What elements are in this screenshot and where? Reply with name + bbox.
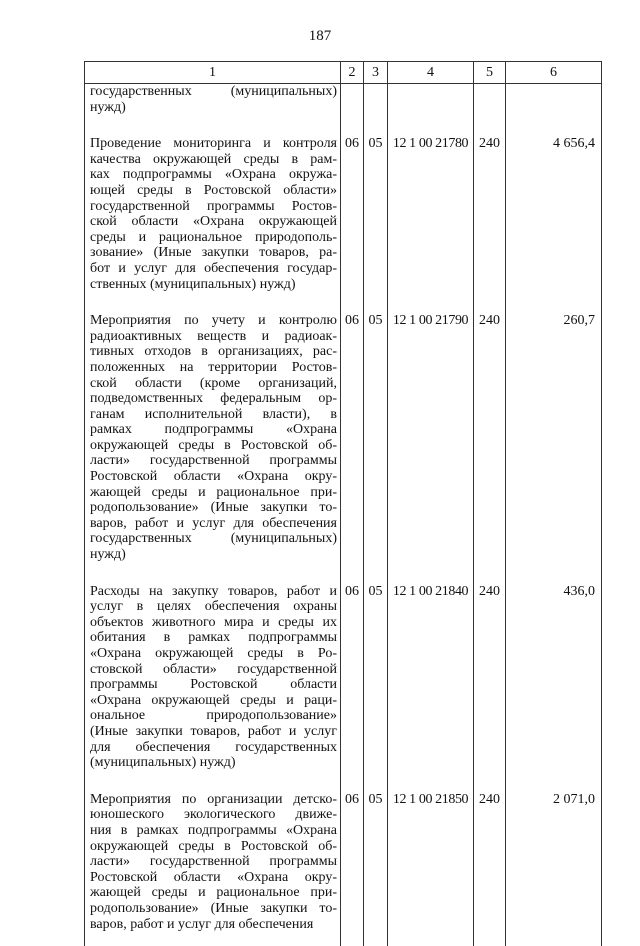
expense-type-code: 240 (474, 785, 506, 946)
target-article-code: 12 1 00 21840 (388, 577, 474, 785)
table-row (85, 577, 602, 785)
description-line: родопользование» (Иные закупки то- (90, 500, 337, 516)
description-line: стовской области» государственной (90, 662, 337, 678)
description-line: ющей среды в Ростовской области» (90, 183, 337, 199)
description-line: Ростовской области «Охрана окру- (90, 469, 337, 485)
description-line: положенных на территории Ростов- (90, 360, 337, 376)
description-line: окружающей среды в Ростовской об- (90, 839, 337, 855)
description-line: Расходы на закупку товаров, работ и (90, 584, 337, 600)
description-line: радиоактивных веществ и радиоак- (90, 329, 337, 345)
description-line: (Иные закупки товаров, работ и услуг (90, 724, 337, 740)
amount-value: 436,0 (506, 577, 602, 785)
table-row (85, 84, 602, 130)
section-code: 06 (341, 129, 364, 306)
description-line: нужд) (90, 547, 337, 563)
target-article-code: 12 1 00 21780 (388, 129, 474, 306)
table-row (85, 306, 602, 577)
description-line: зование» (Иные закупки товаров, ра- (90, 245, 337, 261)
description-line: подведомственных федеральным ор- (90, 391, 337, 407)
description-line: родопользование» (Иные закупки то- (90, 901, 337, 917)
description-line: качества окружающей среды в рам- (90, 152, 337, 168)
target-article-code (388, 84, 474, 130)
column-header-5: 5 (474, 62, 506, 84)
section-code (341, 84, 364, 130)
amount-value (506, 84, 602, 130)
amount-value: 260,7 (506, 306, 602, 577)
description-line: жающей среды и рациональное при- (90, 485, 337, 501)
page-number: 187 (0, 28, 640, 45)
table-header-row (85, 62, 602, 84)
description-line: «Охрана окружающей среды в Ро- (90, 646, 337, 662)
description-line: услуг в целях обеспечения охраны (90, 599, 337, 615)
table-row (85, 785, 602, 946)
description-line: Мероприятия по учету и контролю (90, 313, 337, 329)
description-line: ласти» государственной программы (90, 854, 337, 870)
description-line: окружающей среды в Ростовской об- (90, 438, 337, 454)
description-line: среды и рациональное природополь- (90, 230, 337, 246)
table-row (85, 129, 602, 306)
section-code: 06 (341, 577, 364, 785)
description-line: Ростовской области «Охрана окру- (90, 870, 337, 886)
expense-description (85, 306, 341, 577)
description-line: варов, работ и услуг для обеспечения (90, 917, 337, 933)
table-body (85, 84, 602, 946)
description-line: ках подпрограммы «Охрана окружа- (90, 167, 337, 183)
description-line: бот и услуг для обеспечения государ- (90, 261, 337, 277)
budget-table (84, 61, 602, 946)
target-article-code: 12 1 00 21850 (388, 785, 474, 946)
column-header-6: 6 (506, 62, 602, 84)
expense-type-code: 240 (474, 577, 506, 785)
description-line: обитания в рамках подпрограммы (90, 630, 337, 646)
description-line: ской области «Охрана окружающей (90, 214, 337, 230)
column-header-4: 4 (388, 62, 474, 84)
description-line: государственной программы Ростов- (90, 199, 337, 215)
section-code: 06 (341, 306, 364, 577)
description-line: ственных (муниципальных) нужд) (90, 277, 337, 293)
section-code: 06 (341, 785, 364, 946)
description-line: (муниципальных) нужд) (90, 755, 337, 771)
description-line: «Охрана окружающей среды и раци- (90, 693, 337, 709)
amount-value: 4 656,4 (506, 129, 602, 306)
description-line: Проведение мониторинга и контроля (90, 136, 337, 152)
subsection-code: 05 (364, 306, 388, 577)
description-line: ской области (кроме организаций, (90, 376, 337, 392)
expense-description (85, 785, 341, 946)
description-line: юношеского экологического движе- (90, 807, 337, 823)
subsection-code (364, 84, 388, 130)
description-line: Мероприятия по организации детско- (90, 792, 337, 808)
description-line: государственных (муниципальных) (90, 84, 337, 100)
expense-description (85, 577, 341, 785)
description-line: государственных (муниципальных) (90, 531, 337, 547)
description-line: ональное природопользование» (90, 708, 337, 724)
expense-description (85, 84, 341, 130)
description-line: ния в рамках подпрограммы «Охрана (90, 823, 337, 839)
subsection-code: 05 (364, 785, 388, 946)
description-line: объектов животного мира и среды их (90, 615, 337, 631)
description-line: тивных отходов в организациях, рас- (90, 344, 337, 360)
description-line: ганам исполнительной власти), в (90, 407, 337, 423)
column-header-3: 3 (364, 62, 388, 84)
column-header-2: 2 (341, 62, 364, 84)
description-line: ласти» государственной программы (90, 453, 337, 469)
description-line: варов, работ и услуг для обеспечения (90, 516, 337, 532)
subsection-code: 05 (364, 577, 388, 785)
description-line: рамках подпрограммы «Охрана (90, 422, 337, 438)
expense-description (85, 129, 341, 306)
subsection-code: 05 (364, 129, 388, 306)
expense-type-code (474, 84, 506, 130)
expense-type-code: 240 (474, 306, 506, 577)
description-line: нужд) (90, 100, 337, 116)
expense-type-code: 240 (474, 129, 506, 306)
target-article-code: 12 1 00 21790 (388, 306, 474, 577)
description-line: для обеспечения государственных (90, 740, 337, 756)
amount-value: 2 071,0 (506, 785, 602, 946)
description-line: жающей среды и рациональное при- (90, 885, 337, 901)
column-header-1: 1 (85, 62, 341, 84)
description-line: программы Ростовской области (90, 677, 337, 693)
